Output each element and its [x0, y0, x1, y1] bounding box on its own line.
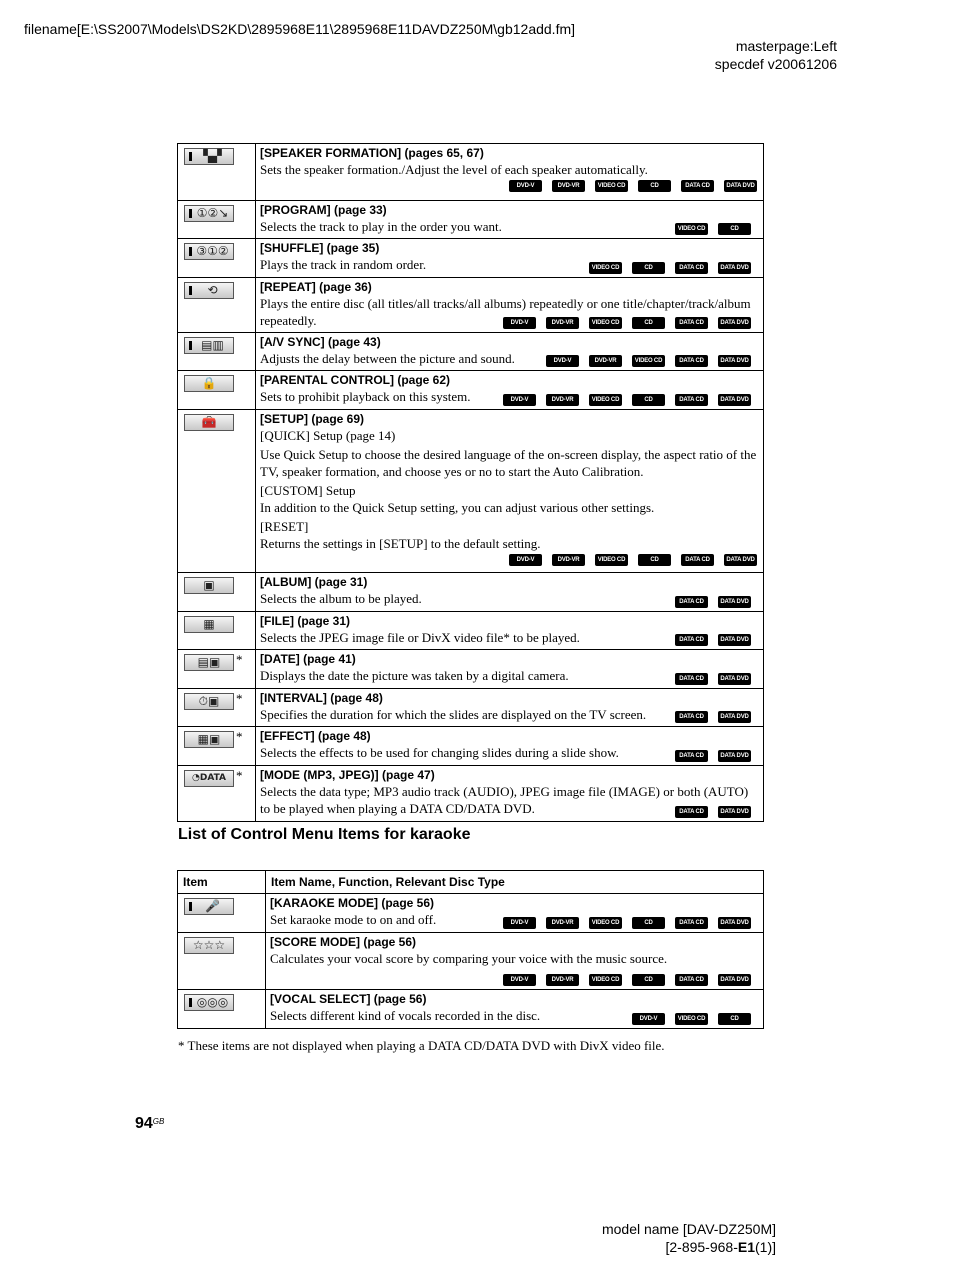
item-title: [DATE] (page 41): [260, 652, 356, 666]
dvd-vr-badge: DVD-VR: [546, 917, 579, 929]
disc-badges: [503, 974, 751, 986]
model-code-pre: [2-895-968-: [665, 1239, 738, 1255]
table-row: [178, 278, 764, 333]
data-cd-badge: DATA CD: [675, 262, 708, 274]
specdef-label: specdef v20061206: [714, 56, 837, 72]
icon-cell: [178, 573, 256, 612]
cd-badge: CD: [632, 917, 665, 929]
dvd-v-badge: DVD-V: [509, 180, 542, 192]
data-cd-badge: DATA CD: [681, 554, 714, 566]
data-dvd-badge: DATA DVD: [718, 634, 751, 646]
item-desc: Displays the date the picture was taken by a digital camera.: [260, 668, 569, 683]
table-row: [178, 650, 764, 689]
data-dvd-badge: DATA DVD: [718, 355, 751, 367]
disc-badges: [675, 711, 751, 723]
item-title: [EFFECT] (page 48): [260, 729, 371, 743]
interval-icon: ⏱▣: [184, 693, 234, 710]
video-cd-badge: VIDEO CD: [595, 554, 628, 566]
data-cd-badge: DATA CD: [675, 711, 708, 723]
shuffle-icon: ③①②: [184, 243, 234, 260]
dvd-vr-badge: DVD-VR: [552, 554, 585, 566]
data-dvd-badge: DATA DVD: [718, 673, 751, 685]
cd-badge: CD: [632, 394, 665, 406]
description-cell: [256, 239, 764, 278]
video-cd-badge: VIDEO CD: [595, 180, 628, 192]
video-cd-badge: VIDEO CD: [589, 317, 622, 329]
icon-cell: [178, 278, 256, 333]
description-cell: [256, 727, 764, 766]
description-cell: [256, 333, 764, 371]
cd-badge: CD: [632, 974, 665, 986]
model-footer: [602, 1220, 776, 1256]
footnote: * These items are not displayed when playing a DATA CD/DATA DVD with DivX video file.: [178, 1038, 665, 1053]
dvd-v-badge: DVD-V: [509, 554, 542, 566]
karaoke-section-title: List of Control Menu Items for karaoke: [178, 826, 471, 843]
description-cell: [256, 371, 764, 410]
disc-badges: [503, 917, 751, 929]
icon-cell: [178, 371, 256, 410]
table-header-row: [178, 871, 764, 894]
item-desc: [CUSTOM] Setup: [260, 483, 356, 498]
speaker-formation-icon: ▚▞: [184, 148, 234, 165]
table-row: [178, 371, 764, 410]
data-cd-badge: DATA CD: [675, 806, 708, 818]
divx-note-asterisk: *: [236, 768, 243, 783]
album-icon: ▣: [184, 577, 234, 594]
control-menu-table: [177, 143, 764, 822]
item-desc: Set karaoke mode to on and off.: [270, 912, 437, 927]
icon-cell: [178, 239, 256, 278]
description-cell: [256, 201, 764, 239]
video-cd-badge: VIDEO CD: [675, 223, 708, 235]
table-row: [178, 933, 764, 990]
item-desc: Returns the settings in [SETUP] to the default setting.: [260, 536, 541, 551]
filename-header: filename[E:\SS2007\Models\DS2KD\2895968E11\2895968E11DAVDZ250M\gb12add.fm]: [24, 21, 576, 37]
data-dvd-badge: DATA DVD: [718, 596, 751, 608]
description-cell: [266, 894, 764, 933]
data-cd-badge: DATA CD: [681, 180, 714, 192]
data-dvd-badge: DATA DVD: [718, 750, 751, 762]
item-desc: [QUICK] Setup (page 14): [260, 428, 396, 443]
model-code: [602, 1238, 776, 1256]
icon-cell: [178, 933, 266, 990]
data-dvd-badge: DATA DVD: [724, 180, 757, 192]
item-desc: Selects the data type; MP3 audio track (AUDIO), JPEG image file (IMAGE) or both (AUTO) to be played when playing a DATA CD/DATA DVD.: [260, 784, 749, 816]
item-title: [PROGRAM] (page 33): [260, 203, 387, 217]
data-cd-badge: DATA CD: [675, 634, 708, 646]
data-cd-badge: DATA CD: [675, 394, 708, 406]
icon-cell: [178, 650, 256, 689]
disc-badges: [675, 750, 751, 762]
item-title: [SCORE MODE] (page 56): [270, 935, 417, 949]
disc-badges: [503, 317, 751, 329]
item-title: [FILE] (page 31): [260, 614, 351, 628]
dvd-vr-badge: DVD-VR: [546, 317, 579, 329]
cd-badge: CD: [632, 262, 665, 274]
description-cell: [256, 650, 764, 689]
description-cell: [256, 410, 764, 573]
microphone-icon: 🎤: [184, 898, 234, 915]
repeat-icon: ⟲: [184, 282, 234, 299]
icon-cell: [178, 333, 256, 371]
cd-badge: CD: [718, 223, 751, 235]
cd-badge: CD: [718, 1013, 751, 1025]
item-desc: [RESET]: [260, 519, 309, 534]
model-name: model name [DAV-DZ250M]: [601, 1221, 776, 1237]
masterpage-header: [715, 37, 837, 73]
model-code-bold: E1: [737, 1239, 755, 1255]
video-cd-badge: VIDEO CD: [589, 917, 622, 929]
disc-badges: [546, 355, 751, 367]
masterpage-label: masterpage:Left: [735, 38, 837, 54]
icon-cell: [178, 894, 266, 933]
item-desc: Selects the effects to be used for changing slides during a slide show.: [260, 745, 619, 760]
file-icon: ▦: [184, 616, 234, 633]
icon-cell: [178, 689, 256, 727]
table-row: [178, 689, 764, 727]
dvd-vr-badge: DVD-VR: [589, 355, 622, 367]
item-title: [PARENTAL CONTROL] (page 62): [260, 373, 451, 387]
column-header-description: Item Name, Function, Relevant Disc Type: [266, 871, 764, 894]
table-row: [178, 766, 764, 822]
description-cell: [266, 933, 764, 990]
data-cd-badge: DATA CD: [675, 596, 708, 608]
item-title: [INTERVAL] (page 48): [260, 691, 383, 705]
dvd-v-badge: DVD-V: [546, 355, 579, 367]
item-desc: Selects the album to be played.: [260, 591, 422, 606]
disc-badges: [675, 596, 751, 608]
cd-badge: CD: [632, 317, 665, 329]
item-desc: Specifies the duration for which the slides are displayed on the TV screen.: [260, 707, 647, 722]
page-number-value: 94: [135, 1115, 153, 1132]
item-desc: Selects the track to play in the order you want.: [260, 219, 502, 234]
setup-icon: 🧰: [184, 414, 234, 431]
mode-data-icon: ◔DATA: [184, 770, 234, 787]
item-title: [SPEAKER FORMATION] (pages 65, 67): [260, 146, 484, 160]
data-dvd-badge: DATA DVD: [718, 317, 751, 329]
data-dvd-badge: DATA DVD: [718, 917, 751, 929]
icon-cell: [178, 144, 256, 201]
dvd-v-badge: DVD-V: [503, 917, 536, 929]
dvd-v-badge: DVD-V: [503, 394, 536, 406]
item-title: [A/V SYNC] (page 43): [260, 335, 381, 349]
parental-control-icon: 🔒: [184, 375, 234, 392]
data-dvd-badge: DATA DVD: [718, 394, 751, 406]
divx-note-asterisk: *: [236, 729, 243, 744]
data-dvd-badge: DATA DVD: [718, 806, 751, 818]
divx-note-asterisk: *: [236, 652, 243, 667]
description-cell: [256, 144, 764, 201]
effect-icon: ▦▣: [184, 731, 234, 748]
description-cell: [256, 689, 764, 727]
vocal-select-icon: ◎◎◎: [184, 994, 234, 1011]
table-row: [178, 239, 764, 278]
table-row: [178, 727, 764, 766]
cd-badge: CD: [638, 180, 671, 192]
item-desc: In addition to the Quick Setup setting, you can adjust various other settings.: [260, 500, 655, 515]
data-cd-badge: DATA CD: [675, 355, 708, 367]
item-title: [VOCAL SELECT] (page 56): [270, 992, 427, 1006]
data-cd-badge: DATA CD: [675, 317, 708, 329]
item-desc: Sets to prohibit playback on this system.: [260, 389, 471, 404]
table-row: [178, 990, 764, 1029]
item-desc: Plays the track in random order.: [260, 257, 427, 272]
description-cell: [266, 990, 764, 1029]
disc-badges: [260, 554, 757, 566]
item-desc: Use Quick Setup to choose the desired language of the on-screen display, the aspect ratio of the TV, speaker formation, and choose yes or no to start the Auto Calibration.: [260, 447, 757, 479]
icon-cell: [178, 727, 256, 766]
item-desc: Adjusts the delay between the picture and sound.: [260, 351, 515, 366]
stars-icon: ☆☆☆: [184, 937, 234, 954]
disc-badges: [675, 806, 751, 818]
page-number: [135, 1115, 164, 1133]
icon-cell: [178, 612, 256, 650]
description-cell: [256, 573, 764, 612]
description-cell: [256, 278, 764, 333]
video-cd-badge: VIDEO CD: [589, 974, 622, 986]
icon-cell: [178, 990, 266, 1029]
dvd-vr-badge: DVD-VR: [552, 180, 585, 192]
item-title: [SETUP] (page 69): [260, 412, 365, 426]
item-title: [KARAOKE MODE] (page 56): [270, 896, 435, 910]
dvd-vr-badge: DVD-VR: [546, 974, 579, 986]
disc-badges: [503, 394, 751, 406]
divx-note-asterisk: *: [236, 691, 243, 706]
data-cd-badge: DATA CD: [675, 750, 708, 762]
table-row: [178, 410, 764, 573]
disc-badges: [675, 634, 751, 646]
data-dvd-badge: DATA DVD: [724, 554, 757, 566]
video-cd-badge: VIDEO CD: [632, 355, 665, 367]
item-desc: Selects the JPEG image file or DivX video file* to be played.: [260, 630, 580, 645]
item-desc: Selects different kind of vocals recorded in the disc.: [270, 1008, 541, 1023]
item-title: [ALBUM] (page 31): [260, 575, 368, 589]
disc-badges: [675, 673, 751, 685]
item-title: [MODE (MP3, JPEG)] (page 47): [260, 768, 435, 782]
av-sync-icon: ▤▥: [184, 337, 234, 354]
video-cd-badge: VIDEO CD: [589, 394, 622, 406]
dvd-v-badge: DVD-V: [632, 1013, 665, 1025]
cd-badge: CD: [638, 554, 671, 566]
dvd-v-badge: DVD-V: [503, 974, 536, 986]
table-row: [178, 201, 764, 239]
icon-cell: [178, 410, 256, 573]
video-cd-badge: VIDEO CD: [589, 262, 622, 274]
dvd-vr-badge: DVD-VR: [546, 394, 579, 406]
date-icon: ▤▣: [184, 654, 234, 671]
description-cell: [256, 766, 764, 822]
disc-badges: [589, 262, 751, 274]
program-icon: ①②↘: [184, 205, 234, 222]
data-cd-badge: DATA CD: [675, 917, 708, 929]
data-dvd-badge: DATA DVD: [718, 974, 751, 986]
karaoke-menu-table: [177, 870, 764, 1029]
item-title: [SHUFFLE] (page 35): [260, 241, 380, 255]
disc-badges: [675, 223, 751, 235]
icon-cell: [178, 766, 256, 822]
video-cd-badge: VIDEO CD: [675, 1013, 708, 1025]
item-desc: Plays the entire disc (all titles/all tracks/all albums) repeatedly or one title/chapter/track/album repeatedly.: [260, 296, 751, 328]
dvd-v-badge: DVD-V: [503, 317, 536, 329]
table-row: [178, 612, 764, 650]
data-dvd-badge: DATA DVD: [718, 711, 751, 723]
icon-cell: [178, 201, 256, 239]
table-row: [178, 894, 764, 933]
table-row: [178, 573, 764, 612]
data-dvd-badge: DATA DVD: [718, 262, 751, 274]
data-cd-badge: DATA CD: [675, 673, 708, 685]
description-cell: [256, 612, 764, 650]
disc-badges: [260, 180, 757, 192]
item-title: [REPEAT] (page 36): [260, 280, 372, 294]
table-row: [178, 144, 764, 201]
data-cd-badge: DATA CD: [675, 974, 708, 986]
item-desc: Calculates your vocal score by comparing your voice with the music source.: [270, 951, 668, 966]
model-code-post: (1)]: [755, 1239, 776, 1255]
item-desc: Sets the speaker formation./Adjust the level of each speaker automatically.: [260, 162, 648, 177]
column-header-item: Item: [178, 871, 266, 894]
table-row: [178, 333, 764, 371]
page-number-suffix: GB: [152, 1117, 165, 1126]
disc-badges: [632, 1013, 751, 1025]
